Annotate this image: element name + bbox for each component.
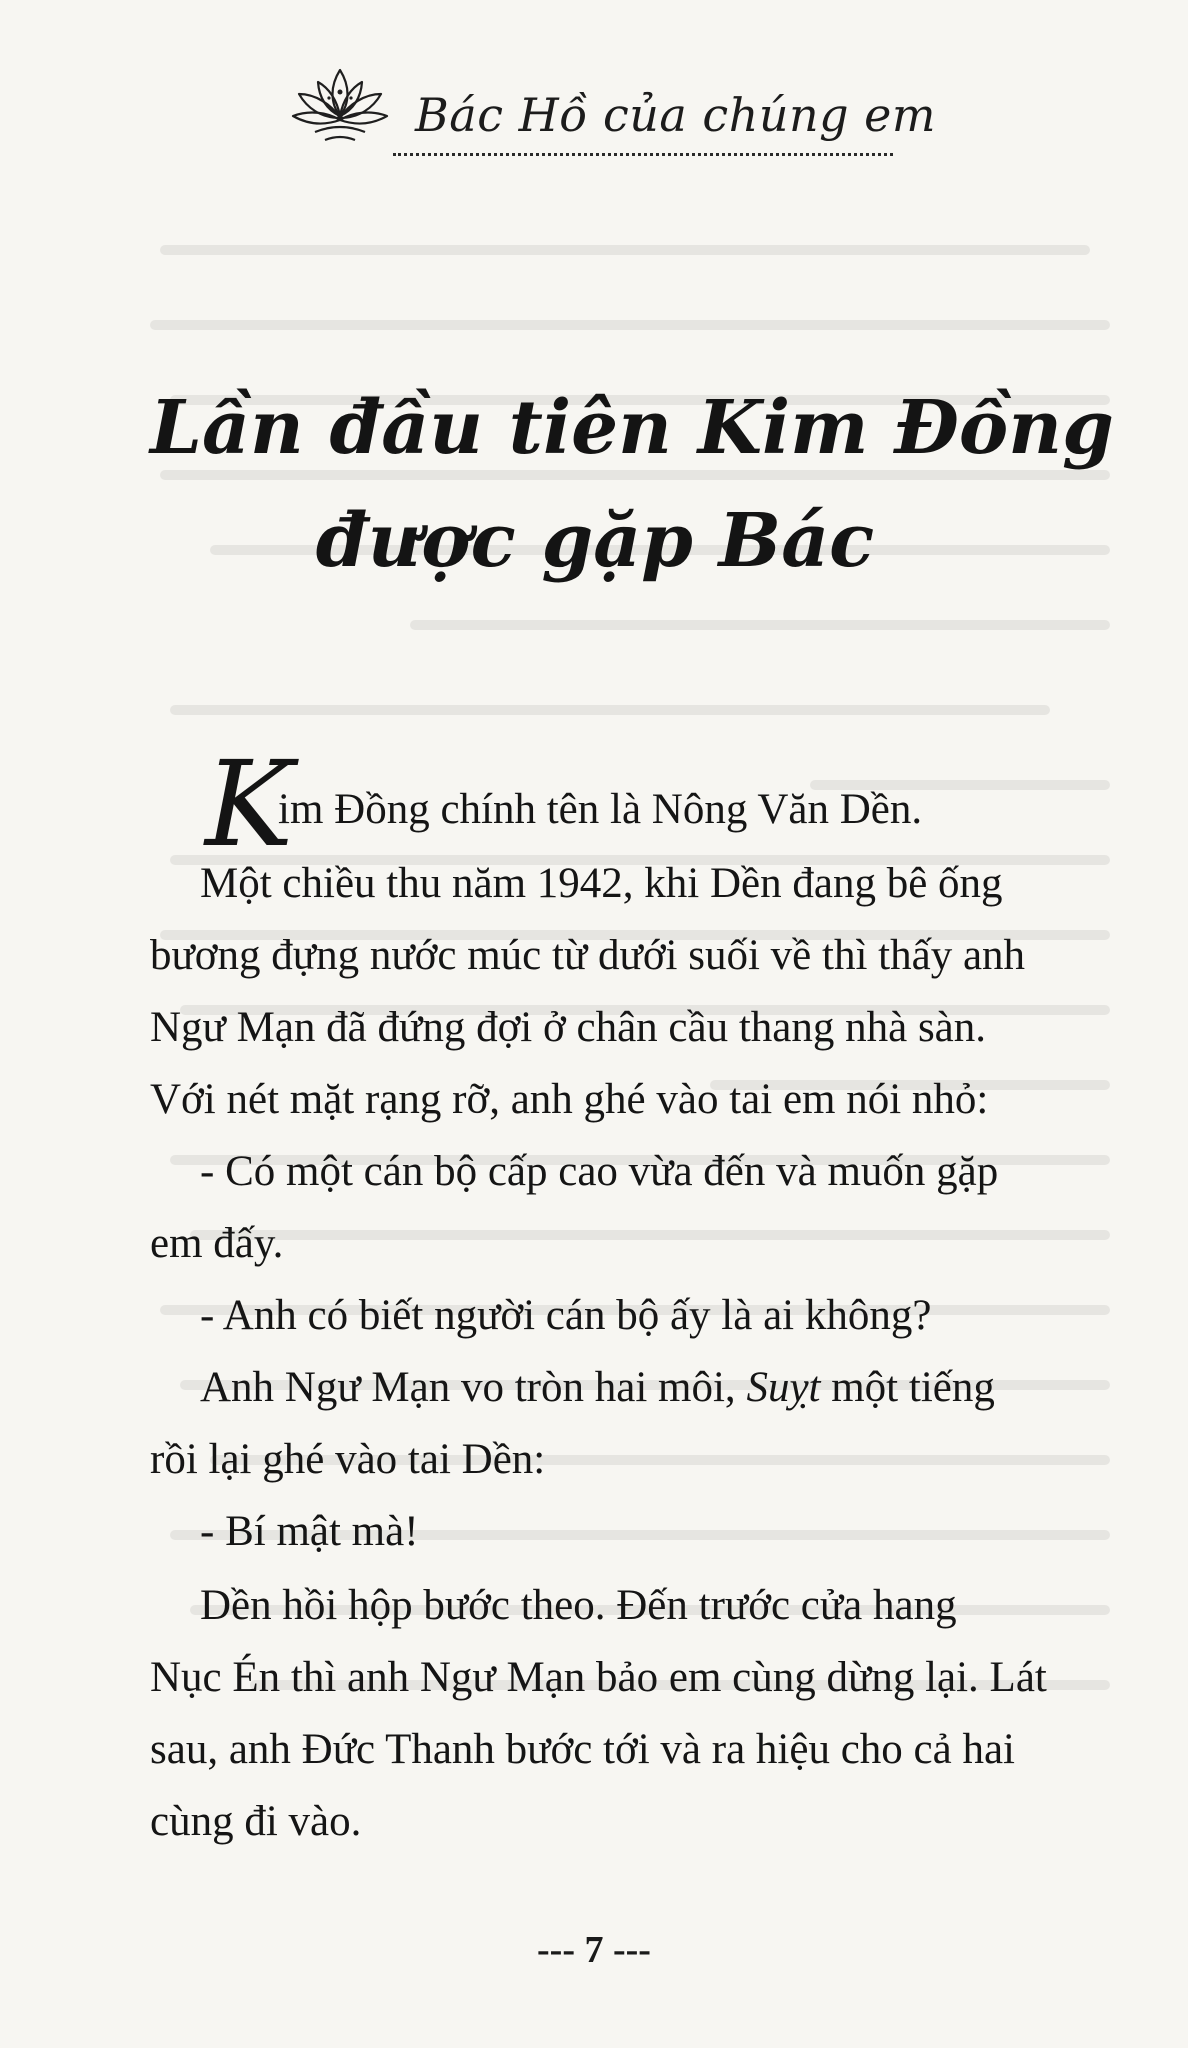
paragraph-line xyxy=(200,1360,995,1416)
header-dotted-rule xyxy=(393,153,893,156)
paragraph-line: cùng đi vào. xyxy=(150,1798,362,1845)
paragraph-line: Với nét mặt rạng rỡ, anh ghé vào tai em nói nhỏ: xyxy=(150,1076,989,1123)
paragraph-line: - Anh có biết người cán bộ ấy là ai không? xyxy=(200,1292,932,1339)
line-text: một tiếng xyxy=(820,1364,995,1411)
paragraph-line: - Có một cán bộ cấp cao vừa đến và muốn gặp xyxy=(200,1148,999,1195)
paragraph-line: Ngư Mạn đã đứng đợi ở chân cầu thang nhà sàn. xyxy=(150,1004,987,1051)
line-text: Anh Ngư Mạn vo tròn hai môi, xyxy=(200,1364,747,1411)
chapter-title-line1: Lần đầu tiên Kim Đồng xyxy=(150,385,1114,471)
paragraph-line: - Bí mật mà! xyxy=(200,1508,419,1555)
running-header-title: Bác Hồ của chúng em xyxy=(415,88,936,142)
page-number: --- 7 --- xyxy=(537,1929,651,1971)
paragraph-line: Một chiều thu năm 1942, khi Dền đang bê ống xyxy=(200,860,1003,907)
running-header xyxy=(285,58,936,168)
drop-cap: K xyxy=(205,735,294,873)
paragraph-line: bương đựng nước múc từ dưới suối về thì thấy anh xyxy=(150,932,1026,979)
paragraph-line: em đấy. xyxy=(150,1220,284,1267)
lotus-ornament-icon xyxy=(285,58,395,148)
paragraph-line: sau, anh Đức Thanh bước tới và ra hiệu cho cả hai xyxy=(150,1726,1015,1773)
paragraph-line: Nục Én thì anh Ngư Mạn bảo em cùng dừng lại. Lát xyxy=(150,1654,1047,1701)
emphasis-text: Suỵt xyxy=(746,1364,821,1411)
paragraph-line: Dền hồi hộp bước theo. Đến trước cửa hang xyxy=(200,1582,957,1629)
chapter-title-line2: được gặp Bác xyxy=(315,498,875,584)
paragraph-line: im Đồng chính tên là Nông Văn Dền. xyxy=(278,786,923,833)
paragraph-line: rồi lại ghé vào tai Dền: xyxy=(150,1436,546,1483)
